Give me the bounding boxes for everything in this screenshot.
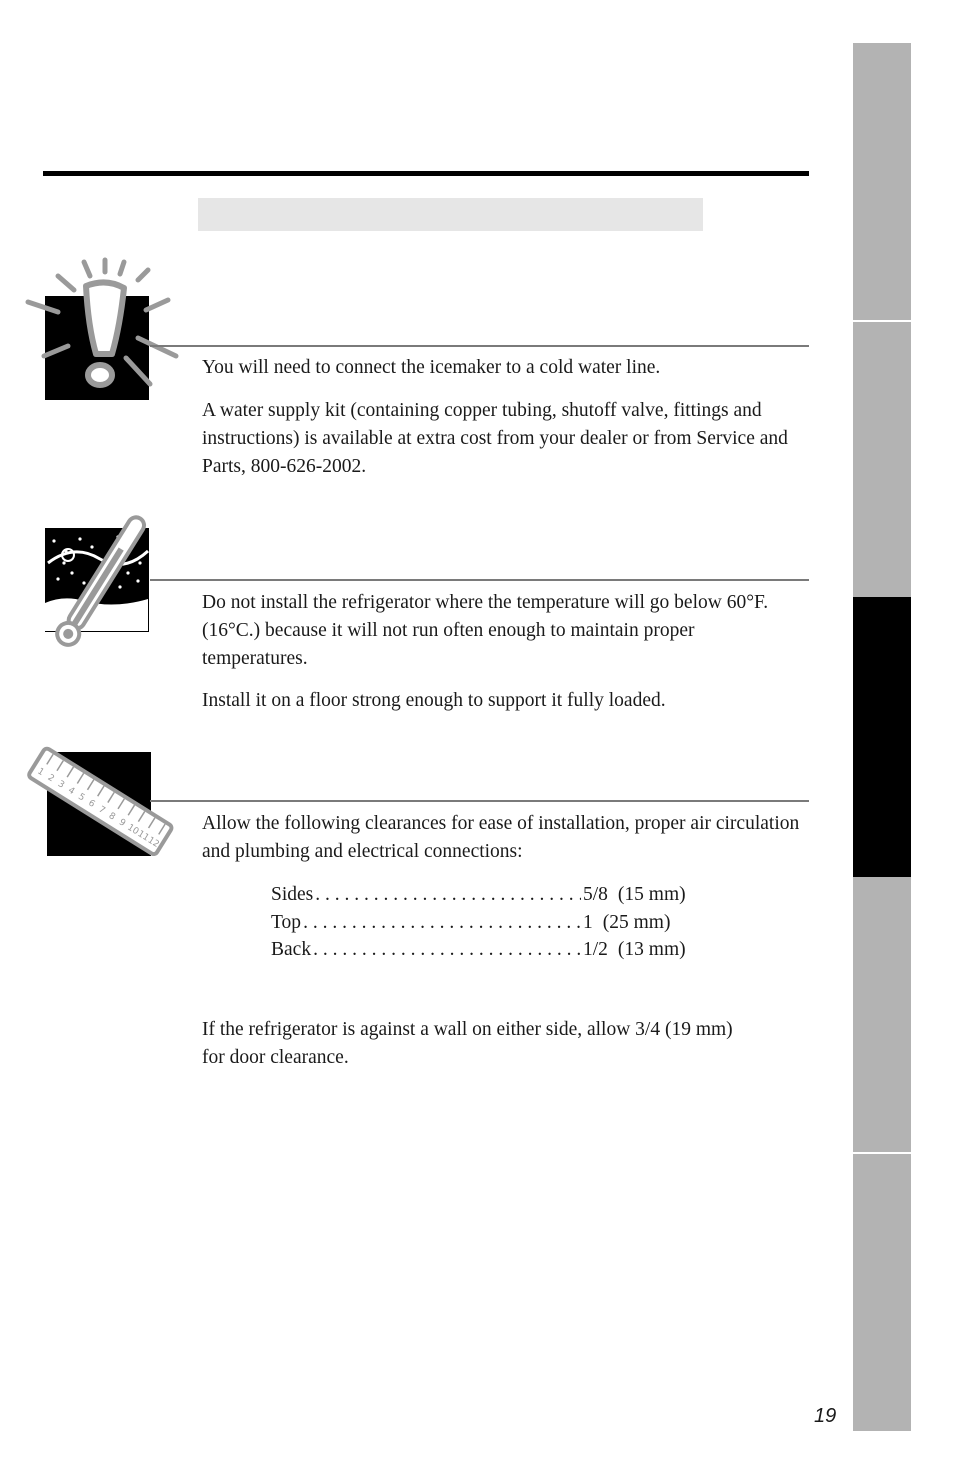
clearances-intro: Allow the following clearances for ease of installation, proper air circulation and plumbing and electrical connections: — [202, 813, 800, 862]
leader-dots — [313, 936, 581, 964]
ruler-number-9: 9 — [116, 817, 128, 829]
clearance-value: 1 — [583, 911, 593, 933]
water-supply-text-1: You will need to connect the icemaker to a cold water line. — [202, 357, 661, 378]
clearance-metric: (13 mm) — [617, 939, 686, 960]
section-rule-clearances — [150, 800, 809, 802]
ruler-number-3: 3 — [55, 779, 66, 791]
section-rule-water — [150, 345, 809, 347]
water-supply-text-2: A water supply kit (containing copper tubing, shutoff valve, fittings and instructions) is available at extra cost from your dealer or from Service and Parts, 800-626-2002. — [202, 400, 788, 477]
clearance-row-sides — [271, 881, 711, 909]
clearance-label: Sides — [271, 884, 314, 905]
clearance-value: 1/2 — [583, 939, 608, 960]
thermometer-icon — [44, 503, 152, 659]
clearance-metric: (15 mm) — [617, 884, 686, 905]
tab-2 — [853, 322, 911, 597]
top-rule — [43, 171, 809, 176]
clearance-label: Top — [271, 911, 302, 933]
tab-active — [853, 597, 911, 877]
temperature-text-2: Install it on a floor strong enough to support it fully loaded. — [202, 690, 666, 711]
ruler-number-10: 10 — [125, 822, 141, 838]
tab-4 — [853, 877, 911, 1152]
clearance-metric: (25 mm) — [602, 911, 671, 933]
leader-dots — [303, 909, 581, 937]
ruler-number-6: 6 — [86, 798, 97, 810]
clearance-row-top — [271, 909, 711, 937]
section-rule-temperature — [150, 579, 809, 581]
door-clearance-note: If the refrigerator is against a wall on either side, allow 3/4 (19 mm) for door clearance. — [202, 1019, 733, 1068]
clearance-value: 5/8 — [583, 884, 608, 905]
clearance-label: Back — [271, 939, 312, 960]
ruler-number-2: 2 — [45, 772, 56, 785]
tab-1 — [853, 43, 911, 320]
ruler-number-11: 11 — [135, 829, 151, 844]
title-bar — [198, 198, 703, 231]
ruler-number-8: 8 — [106, 811, 117, 823]
ruler-number-4: 4 — [65, 785, 77, 798]
clearance-row-back — [271, 936, 711, 964]
clearance-table — [271, 881, 711, 964]
temperature-text-1: Do not install the refrigerator where the temperature will go below 60°F. (16°C.) because it will not run often enough to maintain proper temperatures. — [202, 592, 769, 669]
leader-dots — [315, 881, 581, 909]
page-number: 19 — [814, 1405, 837, 1427]
ruler-number-12: 12 — [145, 835, 161, 850]
tab-5 — [853, 1154, 911, 1431]
ruler-number-5: 5 — [76, 791, 87, 804]
exclamation-icon — [22, 256, 182, 404]
ruler-number-1: 1 — [35, 766, 46, 779]
ruler-number-7: 7 — [96, 804, 107, 817]
ruler-icon — [22, 740, 182, 864]
